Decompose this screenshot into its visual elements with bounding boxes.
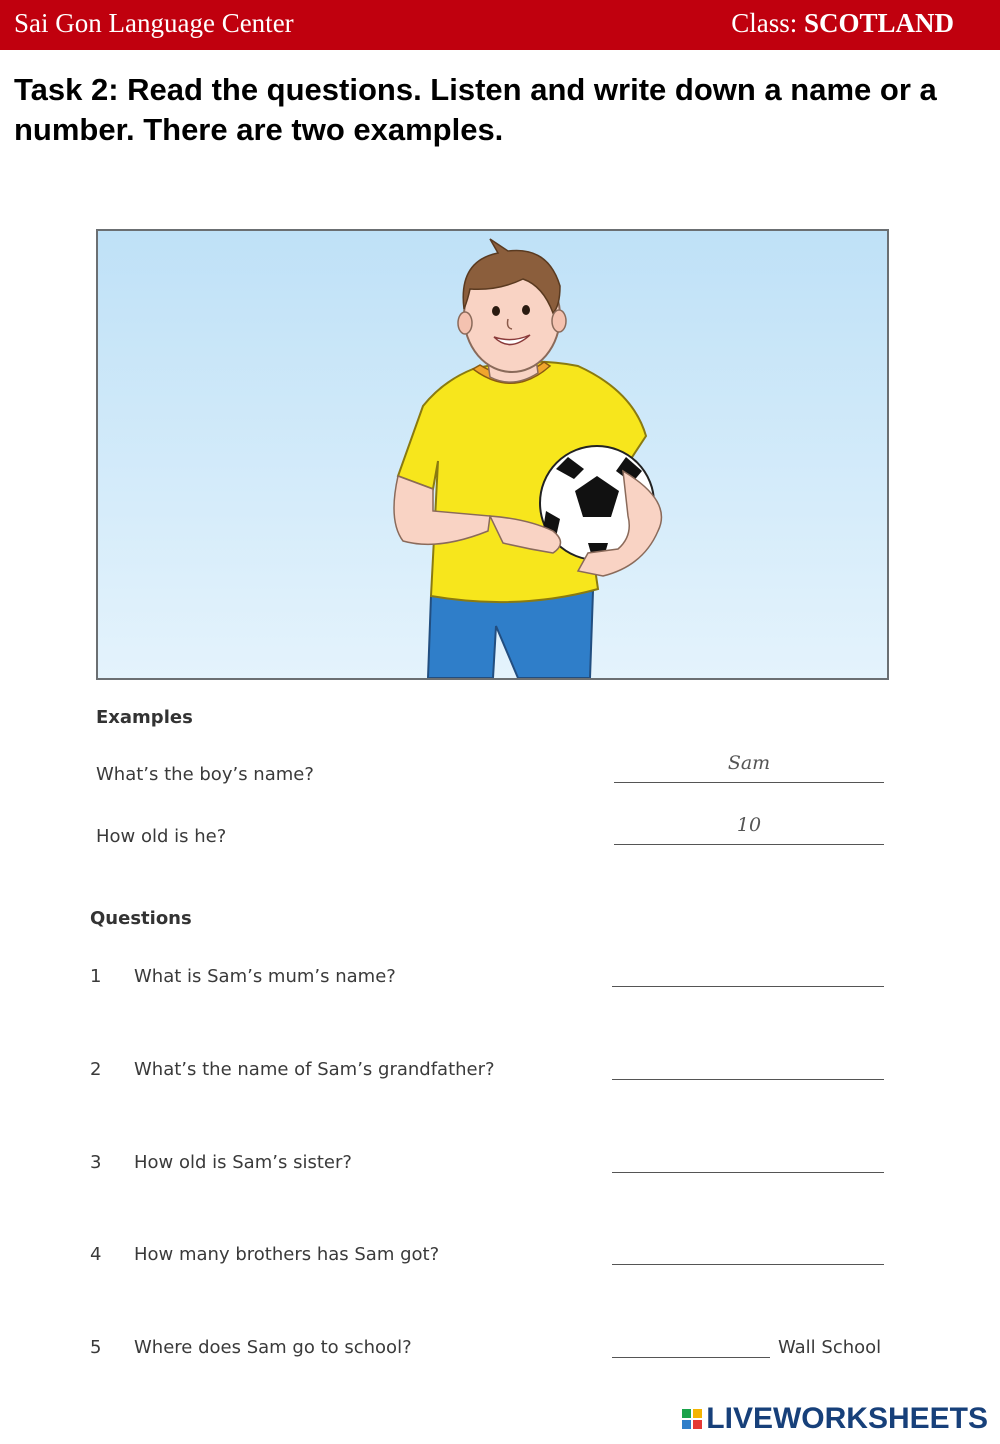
answer-suffix: Wall School bbox=[778, 1337, 882, 1358]
example-row bbox=[0, 752, 1000, 804]
question-text: How old is Sam’s sister? bbox=[134, 1152, 352, 1173]
boy-with-football-illustration bbox=[96, 229, 889, 680]
answer-input-line[interactable] bbox=[612, 1264, 884, 1265]
example-row bbox=[0, 814, 1000, 866]
question-row bbox=[0, 1059, 1000, 1099]
logo-mark-icon bbox=[682, 1409, 702, 1429]
logo-text: LIVEWORKSHEETS bbox=[706, 1402, 988, 1435]
example-question: What’s the boy’s name? bbox=[96, 764, 314, 785]
question-number: 3 bbox=[90, 1152, 102, 1173]
question-text: How many brothers has Sam got? bbox=[134, 1244, 440, 1265]
class-name: SCOTLAND bbox=[803, 8, 954, 38]
question-number: 4 bbox=[90, 1244, 102, 1265]
question-row bbox=[0, 966, 1000, 1006]
class-label: Class: bbox=[731, 8, 798, 38]
example-answer: Sam bbox=[727, 752, 771, 774]
question-row bbox=[0, 1337, 1000, 1377]
center-name: Sai Gon Language Center bbox=[14, 8, 294, 38]
example-question: How old is he? bbox=[96, 826, 227, 847]
question-number: 5 bbox=[90, 1337, 102, 1358]
questions-heading: Questions bbox=[90, 908, 192, 929]
question-row bbox=[0, 1152, 1000, 1192]
header-bar bbox=[0, 0, 1000, 50]
example-answer: 10 bbox=[736, 814, 762, 836]
answer-line bbox=[614, 782, 884, 783]
answer-input-line[interactable] bbox=[612, 1079, 884, 1080]
question-text: What is Sam’s mum’s name? bbox=[134, 966, 396, 987]
answer-input-line[interactable] bbox=[612, 1357, 770, 1358]
examples-heading: Examples bbox=[96, 707, 193, 728]
question-number: 1 bbox=[90, 966, 102, 987]
task-title: Task 2: Read the questions. Listen and write down a name or a number. There are two examples. bbox=[14, 72, 937, 147]
question-row bbox=[0, 1244, 1000, 1284]
question-text: Where does Sam go to school? bbox=[134, 1337, 412, 1358]
class-info bbox=[731, 8, 954, 39]
answer-input-line[interactable] bbox=[612, 1172, 884, 1173]
question-text: What’s the name of Sam’s grandfather? bbox=[134, 1059, 495, 1080]
answer-input-line[interactable] bbox=[612, 986, 884, 987]
liveworksheets-logo bbox=[682, 1402, 988, 1436]
answer-line bbox=[614, 844, 884, 845]
question-number: 2 bbox=[90, 1059, 102, 1080]
